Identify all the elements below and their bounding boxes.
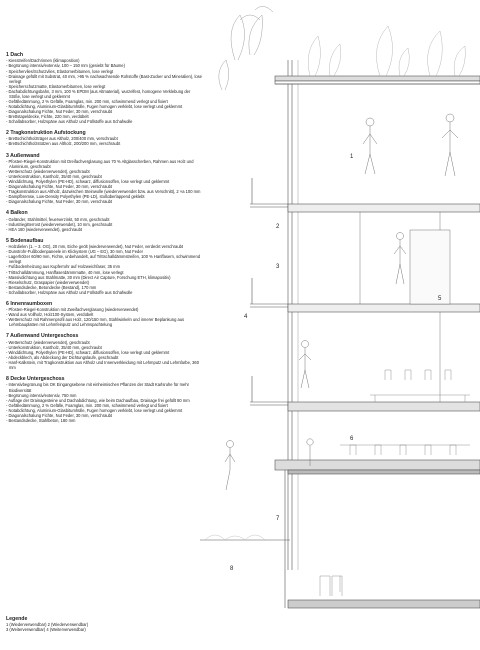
callouts — [230, 154, 442, 572]
callout-4: 4 — [244, 314, 248, 320]
callout-7: 7 — [276, 516, 280, 522]
legend-item: - Auflage der Drainagesteine und Dachabdichtung, wie beim Dachaufbau, Drainage frei gefüllt 80 mm — [6, 397, 190, 403]
callout-3: 3 — [276, 264, 280, 270]
legend-section — [6, 238, 202, 295]
callout-1: 1 — [350, 154, 354, 160]
legend-item: - Notabdichtung, Aluminium-Glasbitumhülle, Fugen homogen verklebt, lose verlegt und geklemmt — [6, 407, 183, 413]
legend-section — [6, 333, 202, 370]
legend-item: - Pfosten-Riegel-Konstruktion mit Zweifachverglasung (wiederverwendet) — [6, 307, 139, 313]
legend-item: - Brettschichtholzträger aus Altholz, 200/400 mm, verschraubt — [6, 136, 118, 142]
legend-section-title: 8 Decke Untergeschoss — [6, 376, 65, 383]
legend-item: - Lagerhölzer 60/90 mm, Fichte, unbehandelt, auf Trittschalldämmstreifen, 100 % Hanffasern, schwimmend verlegt — [6, 254, 201, 265]
legend-section — [6, 301, 202, 328]
legend-item: - Kiesstreifen/Dachrinnen (klimaposition) — [6, 58, 80, 64]
legend-item: - Wand aus Vollholz, Holz100-System, verdübelt — [6, 312, 94, 318]
callout-6: 6 — [350, 436, 354, 442]
legend-section — [6, 376, 202, 423]
legend-footer-line-1: 1 (Wiederverwendbar) 2 (Wiederverwendbar) — [6, 622, 89, 627]
legend-item: - Wetterschutz mit Rahmenprofil aus Holz, 120/150 mm, Stahlwinkeln und innerer Beplankung aus Lehmbauplatten mit Lehmfeinputz und Lehmspachtelung — [6, 317, 185, 328]
legend-item: - Pfosten-Riegel-Konstruktion mit Dreifachverglasung aus 70 % Altglasscherben, Rahmen aus Holz und Aluminium, geschraubt — [6, 158, 194, 169]
legend-item: - Bestandsdecke, Stahlbeton, 180 mm — [6, 417, 76, 423]
legend-footer — [6, 616, 202, 632]
legend-item: - Brettstapeldecke, Fichte, 220 mm, verdübelt — [6, 113, 89, 119]
legend-item: - Diagonalschalung Fichte, Nut Feder, 30 mm, verschraubt — [6, 108, 113, 114]
legend-item: - Schallabsorber, Holzspäne aus Altholz und Füllstoffe aus Schafwolle — [6, 289, 133, 295]
legend-item: - Industriegitterrost (wiederverwendet), 10 mm, geschraubt — [6, 221, 113, 227]
legend-footer-title: Legende — [6, 616, 28, 622]
legend-item: - Fußbodenheizung aus Kupferrohr auf Holzweichfaser, 35 mm — [6, 264, 121, 270]
legend-item: - Speichervlies/Schutzvlies, Elastomerbitumen, lose verlegt — [6, 68, 114, 74]
legend-item: - Schallabsorber, Holzspäne aus Altholz und Füllstoffe aus Schafwolle — [6, 118, 133, 124]
section-drawing — [200, 0, 480, 650]
legend-item: - Dampfbremse, Low-Density Polyethylen (PE-LD), stoßüberlappend geklebt — [6, 194, 145, 200]
legend-item: - Wetterschutz (wiederverwendet), geschraubt — [6, 339, 90, 345]
legend-item: - Speicherschutzmatte, Elastomerbitumen, lose verlegt — [6, 83, 106, 89]
legend-section — [6, 130, 202, 147]
legend-section-title: 1 Dach — [6, 52, 24, 58]
legend-item: - Abdeckblech, als Abdeckung der Dichtungslaufe, geschraubt — [6, 354, 119, 360]
legend-item: - Massivdichtung aus Stahlmatte, 30 mm (Direct Air Capture, Forschung ETH, klimapositiv) — [6, 274, 171, 280]
legend-item: - Geländer, Stahlmittel, feuerverzinkt, 50 mm, geschraubt — [6, 216, 110, 222]
legend-item: - HEA 180 (wiederverwendet), geschraubt — [6, 226, 82, 232]
legend-section — [6, 52, 202, 124]
legend-section-title: 6 Innenraumboxen — [6, 300, 53, 307]
callout-5: 5 — [438, 296, 442, 302]
callout-2: 2 — [276, 224, 280, 230]
legend-item: - Bestandsdecke, Betondecke (Bestand), 170 mm — [6, 284, 97, 290]
legend-section-title: 3 Außenwand — [6, 152, 40, 159]
legend-section — [6, 153, 202, 205]
legend-item: - Rieselschutz, Graspapier (wiederverwendet) — [6, 279, 90, 285]
legend-item: - Tragkonstruktion aus Altholz, dazwischen Steinwolle (wiederverwendet bzw. aus Verschnitt), 2 ×a 100 mm — [6, 189, 201, 195]
legend-item: - Diagonalschalung Fichte, Nut Feder, 30 mm, verschraubt — [6, 184, 113, 190]
legend-section-title: 5 Bodenaufbau — [6, 237, 44, 244]
legend-item: - Diagonalschalung Fichte, Nut Feder, 30 mm, verschraubt — [6, 412, 113, 418]
legend-item: - Dunstrohr-Fußbodenpaneele im Klickystem (UG – EG), 30 mm, Nut Feder — [6, 249, 143, 255]
exterior-vegetation — [219, 6, 273, 90]
legend-item: - Gefälledämmung, 2 % Gefälle, Foamglas, min. 200 mm, schwimmend verlegt und fixiert — [6, 402, 168, 408]
callout-8: 8 — [230, 566, 234, 572]
legend-item: - Begrünung intensiv/extensiv, 750 mm — [6, 392, 77, 398]
legend-item: - Winddichtung, Polyethylen (PE-HD), schwarz, diffusionsoffen, lose verlegt und geklemmt — [6, 349, 170, 355]
balconies — [250, 178, 288, 405]
roof-slab — [275, 76, 480, 84]
legend-item: - Notabdichtung, Aluminium-Glasbitumhülle, Fugen homogen verklebt, lose verlegt und geklemmt — [6, 103, 183, 109]
legend-item: - Intensivbegrünung bis OK Eingangsebene mit einheimischen Pflanzen der Stadt Karlsruhe für mehr Biodiversität — [6, 382, 189, 393]
legend-item: - Diagonalschalung Fichte, Nut Feder, 30 mm, verschraubt — [6, 199, 113, 205]
legend-item: - Gefälledämmung, 2 % Gefälle, Foamglas, min. 200 mm, schwimmend verlegt und fixiert — [6, 98, 168, 104]
legend-section-title: 7 Außenwand Untergeschoss — [6, 333, 79, 340]
legend-section — [6, 210, 202, 232]
legend-item: - Unterkonstruktion, Kantholz, 35/40 mm, geschraubt — [6, 174, 102, 180]
legend-section-title: 2 Tragkonstruktion Aufstockung — [6, 130, 86, 137]
legend-item: - Holzdielen (1. – 3. OG), 20 mm, Eiche geölt (wiederverwendet), Nut Feder, verdeckt verschraubt — [6, 244, 184, 250]
legend-item: - Trittschalldämmung, Hanffaserdämmmatte, 40 mm, lose verlegt — [6, 269, 124, 275]
roof-plants — [308, 26, 465, 76]
legend-item: - Winddichtung, Polyethylen (PE-HD), schwarz, diffusionsoffen, lose verlegt und geklemmt — [6, 179, 170, 185]
legend-item: - Brettschichtholzstützen aus Altholz, 200/200 mm, verschraubt — [6, 141, 121, 147]
material-legend — [6, 52, 202, 642]
legend-item: - Drainage gefüllt mit Substrat, 40 mm, >95 % nachwachsende Rohstoffe (Bast-Zucker und Mineralien), lose verlegt — [6, 73, 202, 84]
legend-footer-line-2: 3 (Weiterverwendbar) 4 (Weiterverwendbar) — [6, 627, 86, 632]
legend-item: - Wetterschutz (wiederverwendet), geschraubt — [6, 169, 90, 175]
legend-item: - Hanf-Kalkstein, mit Tragkonstruktion aus Altholz und Innenverkleidung mit Lehmputz und Lehmfarbe, 360 mm — [6, 359, 199, 370]
legend-section-title: 4 Balkon — [6, 210, 28, 217]
legend-item: - Begrünung intensiv/extensiv, 100 – 150 mm (gesiebt für Bäume) — [6, 63, 125, 69]
legend-item: - Unterkonstruktion, Kantholz, 35/40 mm, geschraubt — [6, 344, 102, 350]
legend-item: - Dachabdichtungsbahn, 3 mm, 100 % EPDM (aus Altmaterial), wurzelfest, homogene Verklebung der Stöße, lose verlegt und geklemmt — [6, 88, 191, 99]
